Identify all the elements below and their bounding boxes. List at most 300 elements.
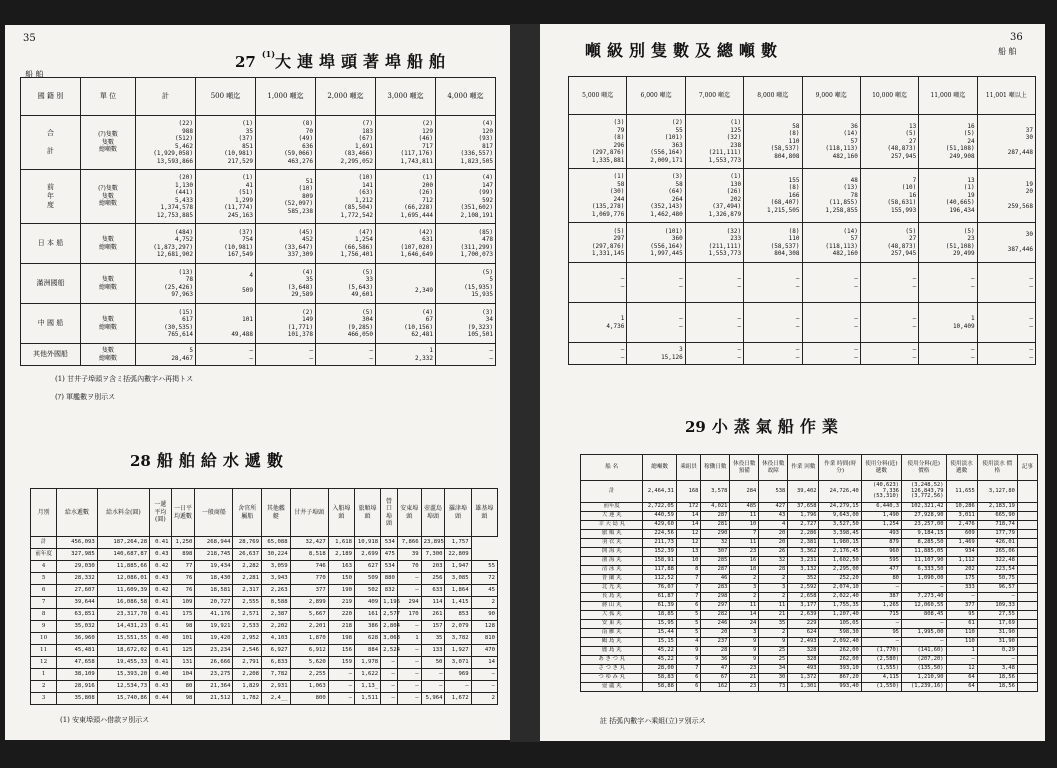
table28-cell: 219 xyxy=(328,597,354,609)
table28-cell: 628 xyxy=(354,633,380,645)
table28-cell: — xyxy=(397,669,421,681)
table29-header: 休役日數 故障 xyxy=(759,455,788,481)
table28-number: 28 xyxy=(130,452,151,470)
table28-cell: 125 xyxy=(171,645,195,657)
table27 xyxy=(20,77,496,366)
table28-cell: 6,912 xyxy=(290,645,328,657)
table27-cell: (2) 129 (46) 717 (117,176) 1,743,811 xyxy=(376,116,436,170)
table28-cell: 70 xyxy=(397,561,421,573)
table28-cell: 2,189 xyxy=(328,549,354,561)
table28-cell: 55 xyxy=(471,561,497,573)
table29-cell: 6 xyxy=(676,674,701,683)
table27b-cell: — — xyxy=(977,303,1035,343)
table27-row-label: 中 國 船 xyxy=(21,304,81,344)
table27b-cell: — — xyxy=(919,343,977,365)
table28-cell: 21,512 xyxy=(195,693,233,705)
table27-continued xyxy=(568,76,1036,365)
table29-cell: 12,060,55 xyxy=(901,602,946,611)
table29-cell: 426,01 xyxy=(977,539,1017,548)
table27b-cell: 7 (10) 16 (58,631) 155,993 xyxy=(860,169,918,223)
table28-cell: — xyxy=(397,657,421,669)
table29-title xyxy=(685,414,844,437)
table28-cell: 0.41 xyxy=(150,597,171,609)
table27-cell: (37) 754 (10,981) 167,549 xyxy=(196,224,256,264)
table29-cell: 5 xyxy=(676,611,701,620)
table29-cell: 2,639 xyxy=(788,611,819,620)
table29-cell: 95 xyxy=(946,611,977,620)
table28-cell: 475 xyxy=(381,549,398,561)
table29-cell: 21 xyxy=(759,611,788,620)
table27b-cell: — — xyxy=(627,263,685,303)
table28-cell: — xyxy=(397,585,421,597)
table29-cell: 440,59 xyxy=(643,512,676,521)
table28-row xyxy=(31,633,498,645)
table29-cell: 15,95 xyxy=(643,620,676,629)
table29-row xyxy=(581,512,1038,521)
table28-cell: 18,672,02 xyxy=(97,645,149,657)
table27-row xyxy=(21,224,496,264)
table28-cell: 1,829 xyxy=(233,681,262,693)
table27b-cell: (2) 55 (101) 363 (556,164) 2,009,171 xyxy=(627,115,685,169)
table28-cell: 198 xyxy=(328,633,354,645)
table27-cell: — — xyxy=(256,344,316,366)
table27b-cell: — — xyxy=(860,303,918,343)
table29-cell: 284 xyxy=(730,481,759,503)
table29-cell: 96,57 xyxy=(977,584,1017,593)
table27-header: 4,000 噸迄 xyxy=(436,78,496,116)
table29-cell: 934 xyxy=(946,548,977,557)
table27-header: 500 噸迄 xyxy=(196,78,256,116)
table28-month: 6 xyxy=(31,585,57,597)
table28-cell: 2,202 xyxy=(262,621,291,633)
table28-header: 雄基埠頭 xyxy=(471,489,497,537)
table27-number: 27 xyxy=(235,53,256,71)
table28-row xyxy=(31,549,498,561)
table29-cell: 262,00 xyxy=(819,647,861,656)
table28-cell: 502 xyxy=(354,585,380,597)
table29-cell: 18,56 xyxy=(977,683,1017,692)
table29-cell: (1,555) xyxy=(861,665,901,674)
table29-cell: 64 xyxy=(946,674,977,683)
table29-cell: 307 xyxy=(701,548,730,557)
table29-cell: 1,995,00 xyxy=(901,629,946,638)
table27-cell: 4 509 xyxy=(196,264,256,304)
table29-cell: 624 xyxy=(788,629,819,638)
table29-row xyxy=(581,611,1038,620)
table29-cell: 2,286 xyxy=(788,530,819,539)
table28-cell: 41,176 xyxy=(195,609,233,621)
table28-cell: 114 xyxy=(421,597,445,609)
table28-cell: 1,250 xyxy=(171,537,195,549)
table29-cell: 377 xyxy=(946,602,977,611)
table29-header: 使用淡水 價格 xyxy=(977,455,1017,481)
table27-cell: (484) 4,752 (1,873,297) 12,681,902 xyxy=(136,224,196,264)
table29-cell: 1,796 xyxy=(788,512,819,521)
table29-cell: 109,33 xyxy=(977,602,1017,611)
right-page xyxy=(540,24,1045,741)
table28-cell: 1,782 xyxy=(233,693,262,705)
table28-cell: 1,757 xyxy=(445,537,471,549)
table29-title-text: 小蒸氣船作業 xyxy=(711,417,844,436)
table29-cell: — xyxy=(977,593,1017,602)
table28-cell: 0.43 xyxy=(150,573,171,585)
table29-cell: 1,372 xyxy=(788,674,819,683)
table29-cell: 3,231 xyxy=(788,557,819,566)
table27-sup: (1) xyxy=(261,49,276,59)
table27-cell: — — xyxy=(196,344,256,366)
table28-cell: 76 xyxy=(171,585,195,597)
table28-row xyxy=(31,609,498,621)
table28-cell: — xyxy=(381,657,398,669)
table28-header: 羅津埠頭 xyxy=(445,489,471,537)
table28-header: 舍官所屬船 xyxy=(233,489,262,537)
table29-ship-name: 大 孤 丸 xyxy=(581,611,643,620)
table29-cell: 202 xyxy=(946,566,977,575)
table29-cell xyxy=(1017,656,1037,665)
table29-header: 稼働日數 xyxy=(701,455,730,481)
table29-cell: 609 xyxy=(946,530,977,539)
table29-cell: 15,44 xyxy=(643,629,676,638)
table28-cell: 1,672 xyxy=(445,693,471,705)
table28-cell: 104 xyxy=(171,669,195,681)
table28-row xyxy=(31,597,498,609)
table29-cell xyxy=(1017,629,1037,638)
table28-cell: 15,393,20 xyxy=(97,669,149,681)
table28-cell: 15,551,55 xyxy=(97,633,149,645)
table28-cell: 98 xyxy=(171,693,195,705)
table29-cell: 9,643,00 xyxy=(819,512,861,521)
table29-row xyxy=(581,593,1038,602)
table29-cell: 2,183,19 xyxy=(977,503,1017,512)
table28-cell: 28,769 xyxy=(233,537,262,549)
table28-cell: 90 xyxy=(471,609,497,621)
table28-cell: 3,085 xyxy=(445,573,471,585)
table29-ship-name: 鶴 島 丸 xyxy=(581,638,643,647)
table29-cell: 12 xyxy=(676,530,701,539)
table29-header: 休役日數 預備 xyxy=(730,455,759,481)
table28-cell: 175 xyxy=(171,609,195,621)
table28-cell: 8,518 xyxy=(290,549,328,561)
table29-cell: (40,623) 7,336 (53,310) xyxy=(861,481,901,503)
table28-header: 月別 xyxy=(31,489,57,537)
table28-cell: 534 xyxy=(381,537,398,549)
table29-cell: 2,727 xyxy=(788,521,819,530)
table29-row xyxy=(581,683,1038,692)
table28-cell: — xyxy=(381,681,398,693)
table27-cell: (1) 35 (37) 851 (10,981) 217,529 xyxy=(196,116,256,170)
table29-cell: — xyxy=(901,620,946,629)
table29-cell: 102,321,42 xyxy=(901,503,946,512)
table29-cell: 3,578 xyxy=(701,481,730,503)
table29-ship-name: 大 連 丸 xyxy=(581,512,643,521)
table28-cell: 256 xyxy=(421,573,445,585)
table28-cell: 0.41 xyxy=(150,657,171,669)
table28-cell: 0.41 xyxy=(150,645,171,657)
table29-cell: 598,30 xyxy=(819,629,861,638)
table29-ship-name: 渤 海 丸 xyxy=(581,557,643,566)
table28-cell: 2,899 xyxy=(290,597,328,609)
table28-cell: 19,455,33 xyxy=(97,657,149,669)
table27b-cell: 155 (8) 166 (68,407) 1,215,505 xyxy=(744,169,802,223)
table29-cell: — xyxy=(861,638,901,647)
table28-month: 10 xyxy=(31,633,57,645)
table29-header: 總噸數 xyxy=(643,455,676,481)
table29-cell xyxy=(1017,566,1037,575)
table28-cell: 832 xyxy=(381,585,398,597)
table29-cell: 2,092,40 xyxy=(819,638,861,647)
table29-cell: 45,22 xyxy=(643,656,676,665)
table29-ship-name: 長 島 丸 xyxy=(581,593,643,602)
table29-cell: 485 xyxy=(730,503,759,512)
table28-cell: 35 xyxy=(421,633,445,645)
table27-row-label: 合 計 xyxy=(21,116,81,170)
table28-cell: 29,030 xyxy=(57,561,98,573)
table27b-cell: — — xyxy=(744,343,802,365)
table28-header: 入船埠頭 xyxy=(328,489,354,537)
table29-cell: 5 xyxy=(676,620,701,629)
table28-cell: 65,088 xyxy=(262,537,291,549)
table27b-header: 11,000 噸迄 xyxy=(919,77,977,115)
table29-cell: 23 xyxy=(730,548,759,557)
table28-cell: 18,430 xyxy=(195,573,233,585)
table27b-row xyxy=(569,263,1036,303)
table29-cell: 3,011 xyxy=(946,512,977,521)
table28-cell: 810 xyxy=(471,633,497,645)
table28-cell: — xyxy=(328,693,354,705)
table27-title xyxy=(235,49,451,72)
table29-cell: 1,490 xyxy=(861,512,901,521)
table29-cell: 285 xyxy=(701,557,730,566)
table29-cell: — xyxy=(977,656,1017,665)
table28-cell: 2,079 xyxy=(445,621,471,633)
table28-cell: — xyxy=(397,693,421,705)
table29-ship-name: 旅 順 丸 xyxy=(581,530,643,539)
table29-cell: 95 xyxy=(861,629,901,638)
table29-ship-name: 計 xyxy=(581,481,643,503)
table29-cell: 352 xyxy=(788,575,819,584)
table28-cell: 0.41 xyxy=(150,537,171,549)
table28-cell: 101 xyxy=(171,633,195,645)
table28-cell: 534 xyxy=(381,561,398,573)
table28-cell: 11,609,39 xyxy=(97,585,149,597)
table29-cell: 24 xyxy=(730,620,759,629)
table27b-cell: 3 15,126 xyxy=(627,343,685,365)
table28-cell: 19,420 xyxy=(195,633,233,645)
table29-header: 作業 回數 xyxy=(788,455,819,481)
running-head-left: 船 舶 xyxy=(25,70,44,79)
table29-cell: 31,90 xyxy=(977,638,1017,647)
table27-cell: 2,349 xyxy=(376,264,436,304)
table29-cell: 262,00 xyxy=(819,656,861,665)
table29-cell: 80 xyxy=(861,575,901,584)
table29-cell: 224,56 xyxy=(643,530,676,539)
table29-cell: 2,592 xyxy=(788,584,819,593)
table29-cell: 39,402 xyxy=(788,481,819,503)
table28-cell: 853 xyxy=(445,609,471,621)
table28-cell: 218,745 xyxy=(195,549,233,561)
table27b-cell: 13 (5) 27 (48,873) 257,945 xyxy=(860,115,918,169)
table27b-cell: (32) 233 (211,111) 1,553,773 xyxy=(685,223,743,263)
table29-cell: 252,20 xyxy=(819,575,861,584)
table28-cell: 2,317 xyxy=(233,585,262,597)
table27b-cell: 36 (14) 57 (118,113) 482,160 xyxy=(802,115,860,169)
table28-cell: 22,809 xyxy=(445,549,471,561)
table29-cell: 9,184,15 xyxy=(901,530,946,539)
table28-cell: 2,952 xyxy=(233,633,262,645)
table29-row xyxy=(581,647,1038,656)
table29-cell: 67 xyxy=(701,674,730,683)
table28-cell: 627 xyxy=(354,561,380,573)
table29-cell: 297 xyxy=(701,602,730,611)
table29-cell: 61,87 xyxy=(643,593,676,602)
table27b-cell: — — xyxy=(685,303,743,343)
table29-cell: 9 xyxy=(730,656,759,665)
table27b-cell: — — xyxy=(860,263,918,303)
table28-cell: 898 xyxy=(171,549,195,561)
table29-ship-name: 前年度 xyxy=(581,503,643,512)
table27b-header: 9,000 噸迄 xyxy=(802,77,860,115)
table27b-cell: (1) 58 (30) 244 (135,278) 1,069,776 xyxy=(569,169,627,223)
table27-cell: (7) 183 (67) 1,691 (83,466) 2,295,052 xyxy=(316,116,376,170)
table27b-header: 5,000 噸迄 xyxy=(569,77,627,115)
table29-row xyxy=(581,629,1038,638)
table29-cell xyxy=(1017,611,1037,620)
table28-cell: 0.42 xyxy=(150,561,171,573)
table27-cell: 101 49,488 xyxy=(196,304,256,344)
table27-cell: (8) 70 (49) 636 (59,066) 463,276 xyxy=(256,116,316,170)
table29-cell: 28 xyxy=(701,647,730,656)
table29-cell: — xyxy=(901,638,946,647)
table28-cell: 39,644 xyxy=(57,597,98,609)
table29-cell: 58,83 xyxy=(643,674,676,683)
table29-cell: 538 xyxy=(759,481,788,503)
table28-title-text: 船舶給水遞數 xyxy=(156,451,289,470)
table28-cell: 880 xyxy=(381,573,398,585)
table27b-cell: — — xyxy=(685,263,743,303)
table28-cell: 509 xyxy=(354,573,380,585)
table27-row xyxy=(21,170,496,224)
table29-cell: 25 xyxy=(759,656,788,665)
table28-cell: 156 xyxy=(328,645,354,657)
table28-cell: 161 xyxy=(354,609,380,621)
table29-cell: 105,05 xyxy=(819,620,861,629)
table28-cell: 5,964 xyxy=(421,693,445,705)
table29-cell: 162 xyxy=(701,683,730,692)
table29-cell: 2,074,10 xyxy=(819,584,861,593)
table27b-cell: 16 (5) 24 (51,108) 249,908 xyxy=(919,115,977,169)
table28 xyxy=(30,488,498,705)
table29-cell: 61 xyxy=(946,620,977,629)
table29-cell: 117,88 xyxy=(643,566,676,575)
table28-cell: — xyxy=(471,681,497,693)
table27b-cell: 19 20 259,568 xyxy=(977,169,1035,223)
table28-cell: 2,255 xyxy=(290,669,328,681)
table27b-cell: 48 (13) 78 (11,855) 1,258,855 xyxy=(802,169,860,223)
table29-cell xyxy=(1017,548,1037,557)
table28-row xyxy=(31,573,498,585)
table29-cell: 30 xyxy=(759,674,788,683)
table29-cell: 429,60 xyxy=(643,521,676,530)
table29-cell: 172 xyxy=(676,503,701,512)
table27b-row xyxy=(569,115,1036,169)
table28-month: 9 xyxy=(31,621,57,633)
table29-cell: 3,527,50 xyxy=(819,521,861,530)
table29-cell: (135,50) xyxy=(901,665,946,674)
table27b-cell: — — xyxy=(977,343,1035,365)
table28-month: 12 xyxy=(31,657,57,669)
table28-cell: 2,804 xyxy=(381,621,398,633)
table28-cell: 2,281 xyxy=(233,573,262,585)
table29-cell: 23 xyxy=(730,683,759,692)
table27b-header: 7,000 噸迄 xyxy=(685,77,743,115)
table28-header: 旅順埠頭 xyxy=(354,489,380,537)
table29-cell: 17,69 xyxy=(977,620,1017,629)
table28-cell: 30,224 xyxy=(262,549,291,561)
table29-cell: 3,398,45 xyxy=(819,530,861,539)
table29-cell: 7 xyxy=(676,584,701,593)
table29-header: 乘組員 xyxy=(676,455,701,481)
table28-cell: 35,808 xyxy=(57,693,98,705)
table28-cell: 77 xyxy=(171,561,195,573)
table28-header: 壺蘆島埠頭 xyxy=(421,489,445,537)
table29-cell xyxy=(1017,539,1037,548)
table29-cell: 76,07 xyxy=(643,584,676,593)
table28-cell: 50 xyxy=(421,657,445,669)
table29-cell: (1,770) xyxy=(861,647,901,656)
table28-month: 4 xyxy=(31,561,57,573)
table29-cell: 11 xyxy=(730,602,759,611)
table28-cell: 1,927 xyxy=(445,645,471,657)
table29-cell xyxy=(1017,530,1037,539)
table28-cell: 45,481 xyxy=(57,645,98,657)
table28-cell: 2 xyxy=(471,693,497,705)
table29-cell: 152,39 xyxy=(643,548,676,557)
table28-cell: 3,943 xyxy=(262,573,291,585)
table29-cell: 8,285,50 xyxy=(901,539,946,548)
table28-cell: 159 xyxy=(328,657,354,669)
table29-cell: 283 xyxy=(701,584,730,593)
table29-cell: 112,52 xyxy=(643,575,676,584)
table29-ship-name: 開 海 丸 xyxy=(581,548,643,557)
table27-cell: (10) 141 (63) 1,212 (85,504) 1,772,542 xyxy=(316,170,376,224)
table27b-cell: 37 30 287,448 xyxy=(977,115,1035,169)
table28-cell: 3,782 xyxy=(445,633,471,645)
table28-cell: 0.43 xyxy=(150,681,171,693)
table29-cell: 47 xyxy=(701,665,730,674)
table28-cell: 2,4__ xyxy=(262,693,291,705)
table29-ship-name: つ ゆ み 丸 xyxy=(581,674,643,683)
table28-cell: 1,618 xyxy=(328,537,354,549)
table29-cell xyxy=(1017,647,1037,656)
table27-cell: (45) 452 (33,647) 337,309 xyxy=(256,224,316,264)
left-page xyxy=(5,25,510,740)
table29-cell: 2,493 xyxy=(788,638,819,647)
table29-cell: 3 xyxy=(759,584,788,593)
table29-cell: 43 xyxy=(759,512,788,521)
table28-cell: 28,332 xyxy=(57,573,98,585)
table29-cell: 11,107,90 xyxy=(901,557,946,566)
table29-cell: (1,550) xyxy=(861,683,901,692)
table28-cell: 7,782 xyxy=(262,669,291,681)
table29-cell: 37,658 xyxy=(788,503,819,512)
table27-cell: (3) 34 (9,323) 105,501 xyxy=(436,304,496,344)
table28-cell: 12,086,01 xyxy=(97,573,149,585)
table29-cell xyxy=(1017,602,1037,611)
table27-row xyxy=(21,344,496,366)
table29-cell: 427 xyxy=(759,503,788,512)
table27b-cell: (8) 110 (58,537) 804,308 xyxy=(744,223,802,263)
table27b-cell: — — xyxy=(860,343,918,365)
